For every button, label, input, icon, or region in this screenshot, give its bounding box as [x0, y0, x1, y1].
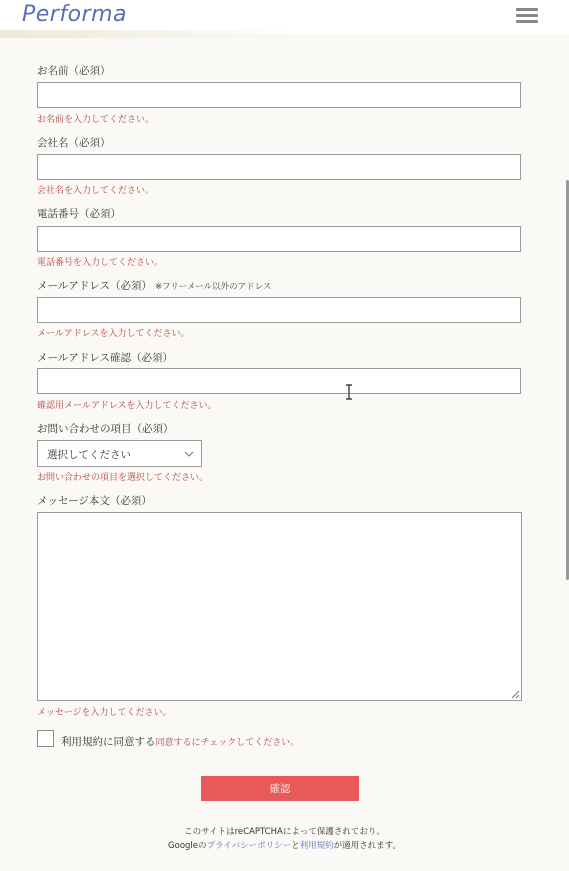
inquiry-type-selected: 選択してください — [47, 449, 131, 461]
privacy-policy-link[interactable]: プライバシーポリシー — [206, 841, 292, 851]
email-confirm-error: 確認用メールアドレスを入力してください。 — [37, 401, 217, 411]
email-confirm-input[interactable] — [37, 368, 521, 394]
message-label: メッセージ本文（必須） — [37, 495, 152, 507]
terms-error: 同意するにチェックしてください。 — [155, 738, 300, 748]
name-input[interactable] — [37, 82, 521, 108]
text-cursor-icon — [345, 384, 353, 400]
message-error: メッセージを入力してください。 — [37, 708, 172, 718]
name-error: お名前を入力してください。 — [37, 115, 155, 125]
recaptcha-note-line1: このサイトはreCAPTCHAによって保護されており、 — [184, 827, 385, 837]
resize-handle-icon[interactable] — [510, 689, 520, 699]
phone-label: 電話番号（必須） — [37, 208, 121, 220]
header-accent-stripe — [0, 30, 300, 38]
email-error: メールアドレスを入力してください。 — [37, 329, 190, 339]
company-label: 会社名（必須） — [37, 137, 111, 149]
performa-logo[interactable]: Performa — [22, 2, 128, 27]
inquiry-type-select[interactable] — [37, 440, 202, 467]
terms-text — [61, 734, 299, 749]
phone-input[interactable] — [37, 226, 521, 252]
recaptcha-applies-text: が適用されます。 — [333, 841, 401, 851]
terms-label[interactable]: 利用規約に同意する — [61, 736, 156, 748]
email-label: メールアドレス（必須） ※フリーメール以外のアドレス — [37, 280, 272, 292]
terms-of-service-link[interactable]: 利用規約 — [299, 841, 334, 851]
recaptcha-note-line2 — [0, 839, 569, 851]
company-input[interactable] — [37, 154, 521, 180]
recaptcha-and-text: と — [291, 841, 300, 851]
email-input[interactable] — [37, 297, 521, 323]
inquiry-type-error: お問い合わせの項目を選択してください。 — [37, 473, 209, 483]
phone-error: 電話番号を入力してください。 — [37, 258, 164, 268]
email-confirm-label: メールアドレス確認（必須） — [37, 352, 173, 364]
message-textarea[interactable] — [37, 512, 522, 701]
header — [0, 0, 569, 34]
confirm-button[interactable]: 確認 — [201, 776, 359, 801]
email-note: ※フリーメール以外のアドレス — [154, 282, 272, 292]
name-label: お名前（必須） — [37, 65, 111, 77]
terms-checkbox[interactable] — [37, 730, 54, 747]
company-error: 会社名を入力してください。 — [37, 186, 155, 196]
hamburger-menu-icon[interactable] — [516, 8, 538, 24]
inquiry-type-label: お問い合わせの項目（必須） — [37, 423, 174, 435]
recaptcha-google-text: Googleの — [168, 841, 207, 851]
chevron-down-icon — [184, 449, 194, 459]
